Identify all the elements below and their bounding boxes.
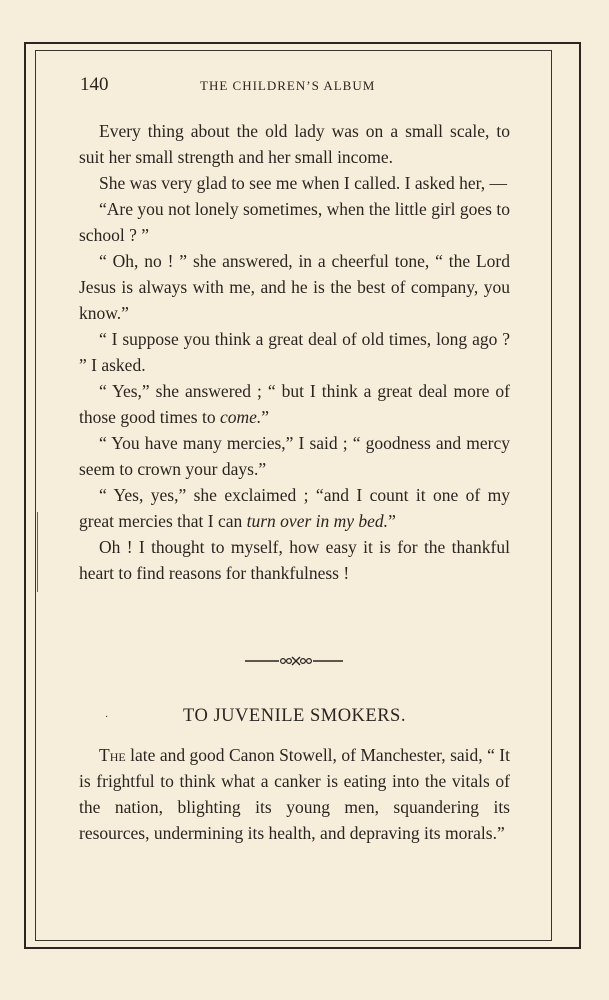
page-number: 140 [80,74,109,95]
paragraph-9: Oh ! I thought to myself, how easy it is for the thankful heart to find reasons for thankfulness ! [79,537,510,583]
paragraph-8-close: ” [388,511,396,531]
edge-mark [37,512,40,592]
paragraph-7: “ You have many mercies,” I said ; “ goodness and mercy seem to crown your days.” [79,433,510,479]
paragraph-5: “ I suppose you think a great deal of old times, long ago ? ” I asked. [79,329,510,375]
paragraph-8 [79,482,510,534]
story-text [79,118,510,586]
paragraph-8-text: “ Yes, yes,” she exclaimed ; “and I count it one of my great mercies that I can [79,485,510,531]
ornament-divider-icon [245,655,343,667]
paragraph-6-italic: come. [219,407,262,427]
paragraph-2: She was very glad to see me when I called. I asked her, — [99,173,507,193]
running-title: THE CHILDREN’S ALBUM [200,78,376,93]
section-text [79,742,510,846]
section-body: late and good Canon Stowell, of Manchester, said, “ It is frightful to think what a canker is eating into the vitals of the nation, blighting its young men, squandering its resources, undermining its health, and depraving its morals.” [79,745,510,843]
paragraph-6-close: ” [261,407,270,427]
section-lead-word: The [99,745,126,765]
stray-mark: · [105,712,109,723]
paragraph-6-text: “ Yes,” she answered ; “ but I think a great deal more of those good times to [79,381,510,427]
section-title: TO JUVENILE SMOKERS. [183,706,406,726]
section-paragraph [79,742,510,846]
page-header [80,74,510,98]
paragraph-6 [79,378,510,430]
paragraph-1: Every thing about the old lady was on a small scale, to suit her small strength and her small income. [79,121,510,167]
paragraph-4: “ Oh, no ! ” she answered, in a cheerful tone, “ the Lord Jesus is always with me, and he is the best of company, you know.” [79,251,510,323]
paragraph-3: “Are you not lonely sometimes, when the little girl goes to school ? ” [79,199,510,245]
paragraph-8-italic: turn over in my bed. [246,511,389,531]
